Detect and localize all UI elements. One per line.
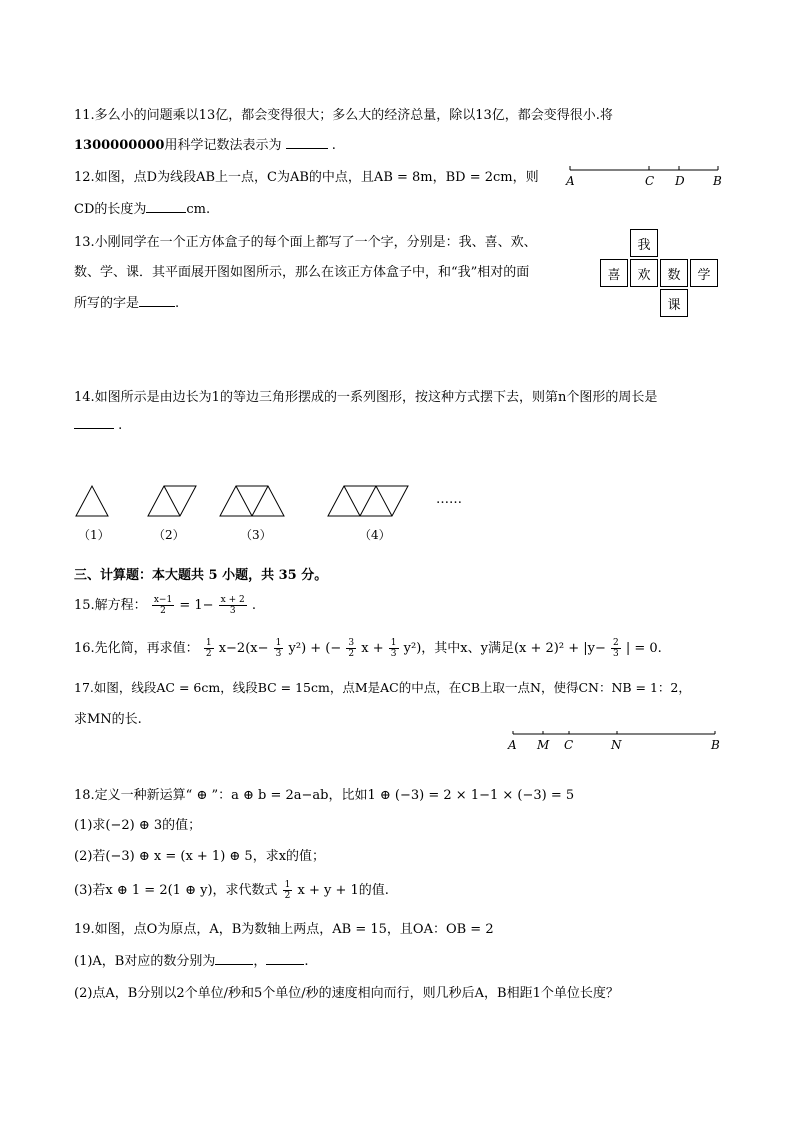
q16-t5: | = 0. — [625, 641, 662, 656]
q13-end: . — [175, 296, 180, 311]
q15-frac2: $\frac{x + 2}{3}$ — [220, 595, 245, 616]
q15-end: . — [251, 598, 257, 613]
q19-p1-pre: (1)A，B对应的数分别为 — [74, 954, 216, 969]
q19-part1 — [74, 950, 309, 969]
q18-p3-pre: (3)若x ⊕ 1 = 2(1 ⊕ y)，求代数式 — [74, 883, 278, 898]
q11-line2 — [74, 134, 336, 153]
q14-answer-blank[interactable] — [74, 427, 114, 429]
net-cell-row-2: 欢 — [630, 259, 658, 287]
q16-frac-b: $\frac{1}{3}$ — [275, 638, 282, 659]
fig4-triangles — [328, 486, 408, 516]
q12-line2 — [74, 198, 210, 217]
fig3-caption: （3） — [240, 528, 272, 542]
q18-part2: (2)若(−3) ⊕ x = (x + 1) ⊕ 5，求x的值； — [74, 849, 326, 864]
q15-mid: = 1− — [179, 598, 214, 613]
q18-line1: 18.定义一种新运算“ ⊕ ”：a ⊕ b = 2a−ab，比如1 ⊕ (−3) = 2 × 1−1 × (−3) = 5 — [74, 788, 575, 803]
q13-line1: 13.小刚同学在一个正方体盒子的每个面上都写了一个字，分别是：我、喜、欢、 — [74, 235, 537, 250]
fig1-triangle — [76, 486, 108, 516]
q16-pre: 16.先化简，再求值： — [74, 641, 199, 656]
q16-frac-c: $\frac{3}{2}$ — [348, 638, 355, 659]
q13-cube-net — [598, 229, 722, 319]
net-cell-top: 我 — [630, 229, 658, 257]
q14-ellipsis: …… — [436, 492, 462, 507]
fig2-triangles — [148, 486, 196, 516]
q12-line1: 12.如图，点D为线段AB上一点，C为AB的中点，且AB = 8m，BD = 2cm，则 — [74, 170, 539, 185]
q14-line1: 14.如图所示是由边长为1的等边三角形摆成的一系列图形，按这种方式摆下去，则第n个图形的周长是 — [74, 390, 658, 405]
q16-expression — [74, 637, 662, 659]
q12-unit: cm. — [186, 202, 211, 217]
q12-label-a: A — [566, 174, 575, 188]
q19-blank-b[interactable] — [266, 963, 304, 965]
q17-label-n: N — [611, 738, 622, 752]
q12-segment-figure — [560, 160, 730, 192]
q16-frac-e: $\frac{2}{3}$ — [613, 638, 619, 659]
q19-blank-a[interactable] — [215, 963, 253, 965]
q16-t2: y²) + (− — [288, 641, 342, 656]
q18-part1: (1)求(−2) ⊕ 3的值； — [74, 818, 202, 833]
q18-p3-end: x + y + 1的值. — [297, 883, 389, 898]
net-cell-row-1: 喜 — [600, 259, 628, 287]
q14-line2 — [74, 418, 122, 433]
q11-text: 用科学记数法表示为 — [164, 138, 282, 153]
q15-equation — [74, 594, 256, 616]
q16-frac-d: $\frac{1}{3}$ — [390, 638, 397, 659]
q12-answer-blank[interactable] — [146, 211, 186, 213]
fig3-triangles — [220, 486, 284, 516]
fig4-caption: （4） — [359, 528, 391, 542]
q11-line1: 11.多么小的问题乘以13亿，都会变得很大；多么大的经济总量，除以13亿，都会变得很小.将 — [74, 108, 613, 123]
q19-line1: 19.如图，点O为原点，A，B为数轴上两点，AB = 15，且OA：OB = 2 — [74, 922, 494, 937]
q17-line1: 17.如图，线段AC = 6cm，线段BC = 15cm，点M是AC的中点，在CB上取一点N，使得CN：NB = 1：2， — [74, 680, 691, 695]
q18-frac: $\frac{1}{2}$ — [284, 880, 291, 901]
q13-answer-blank[interactable] — [139, 305, 175, 307]
q14-end: . — [118, 418, 123, 433]
q12-label-d: D — [675, 174, 685, 188]
q16-t3: x + — [361, 641, 388, 656]
q17-line2: 求MN的长. — [74, 712, 142, 727]
q12-pre: CD的长度为 — [74, 202, 147, 217]
q13-line2: 数、学、课．其平面展开图如图所示，那么在该正方体盒子中，和“我”相对的面 — [74, 265, 530, 280]
q11-number: 1300000000 — [74, 138, 165, 153]
q17-label-a: A — [508, 738, 517, 752]
q13-pre: 所写的字是 — [74, 296, 140, 311]
q13-line3 — [74, 292, 179, 311]
q16-t1: x−2(x− — [218, 641, 269, 656]
net-cell-row-4: 学 — [690, 259, 718, 287]
section3-title: 三、计算题：本大题共 5 小题，共 35 分。 — [74, 568, 328, 583]
q12-label-b: B — [713, 174, 722, 188]
q17-label-b: B — [711, 738, 720, 752]
fig1-caption: （1） — [78, 528, 110, 542]
net-cell-row-3: 数 — [660, 259, 688, 287]
q15-pre: 15.解方程： — [74, 598, 147, 613]
q11-answer-blank[interactable] — [286, 147, 328, 149]
q17-label-c: C — [564, 738, 574, 752]
q16-frac-a: $\frac{1}{2}$ — [205, 638, 212, 659]
q11-end: . — [331, 138, 336, 153]
q14-triangle-figures — [70, 478, 470, 523]
q17-label-m: M — [537, 738, 550, 752]
q19-p1-mid: ， — [253, 954, 267, 969]
q15-frac1: $\frac{x-1}{2}$ — [153, 595, 173, 616]
q18-part3 — [74, 879, 389, 901]
q19-part2: (2)点A，B分别以2个单位/秒和5个单位/秒的速度相向而行，则几秒后A，B相距1个单位长度？ — [74, 986, 619, 1001]
q19-p1-end: . — [304, 954, 309, 969]
q16-t4: y²)，其中x、y满足(x + 2)² + |y− — [403, 641, 606, 656]
q12-label-c: C — [645, 174, 655, 188]
q17-segment-figure — [505, 728, 730, 756]
fig2-caption: （2） — [153, 528, 185, 542]
net-cell-bottom: 课 — [660, 289, 688, 317]
